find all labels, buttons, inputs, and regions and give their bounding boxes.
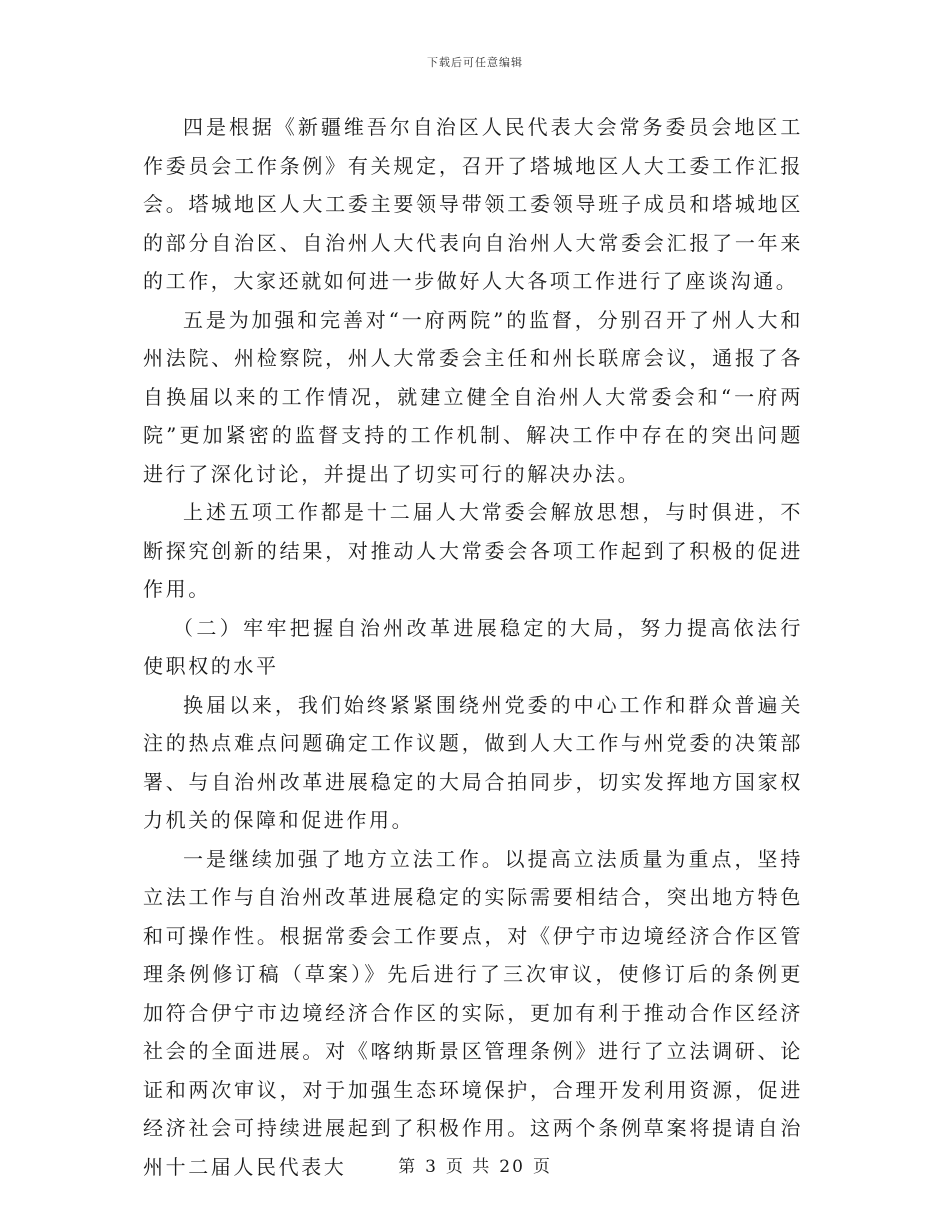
page-header: 下载后可任意编辑 [427,56,523,69]
footer-middle: 页 共 [445,1157,492,1177]
paragraph-summary: 上述五项工作都是十二届人大常委会解放思想，与时俱进，不断探究创新的结果，对推动人大常委会各项工作起到了积极的促进作用。 [143,500,803,601]
footer-current-page: 3 [425,1157,438,1177]
paragraph-intro: 换届以来，我们始终紧紧围绕州党委的中心工作和群众普遍关注的热点难点问题确定工作议题，做到人大工作与州党委的决策部署、与自治州改革进展稳定的大局合拍同步，切实发挥地方国家权力机关的保障和促进作用。 [143,692,803,832]
page-footer [0,1152,950,1177]
document-body [143,108,803,1186]
section-heading: （二）牢牢把握自治州改革进展稳定的大局，努力提高依法行使职权的水平 [143,615,803,678]
paragraph-1: 一是继续加强了地方立法工作。以提高立法质量为重点，坚持立法工作与自治州改革进展稳定的实际需要相结合，突出地方特色和可操作性。根据常委会工作要点，对《伊宁市边境经济合作区管理条例修订稿（草案）》先后进行了三次审议，使修订后的条例更加符合伊宁市边境经济合作区的实际，更加有利于推动合作区经济社会的全面进展。对《喀纳斯景区管理条例》进行了立法调研、论证和两次审议，对于加强生态环境保护，合理开发利用资源，促进经济社会可持续进展起到了积极作用。这两个条例草案将提请自治州十二届人民代表大 [143,846,803,1179]
footer-prefix: 第 [398,1157,418,1177]
footer-suffix: 页 [532,1157,552,1177]
paragraph-5: 五是为加强和完善对“一府两院”的监督，分别召开了州人大和州法院、州检察院，州人大常委会主任和州长联席会议，通报了各自换届以来的工作情况，就建立健全自治州人大常委会和“一府两院”更加紧密的监督支持的工作机制、解决工作中存在的突出问题进行了深化讨论，并提出了切实可行的解决办法。 [143,307,803,486]
footer-total-pages: 20 [499,1157,525,1177]
paragraph-4: 四是根据《新疆维吾尔自治区人民代表大会常务委员会地区工作委员会工作条例》有关规定，召开了塔城地区人大工委工作汇报会。塔城地区人大工委主要领导带领工委领导班子成员和塔城地区的部分自治区、自治州人大代表向自治州人大常委会汇报了一年来的工作，大家还就如何进一步做好人大各项工作进行了座谈沟通。 [143,115,803,293]
